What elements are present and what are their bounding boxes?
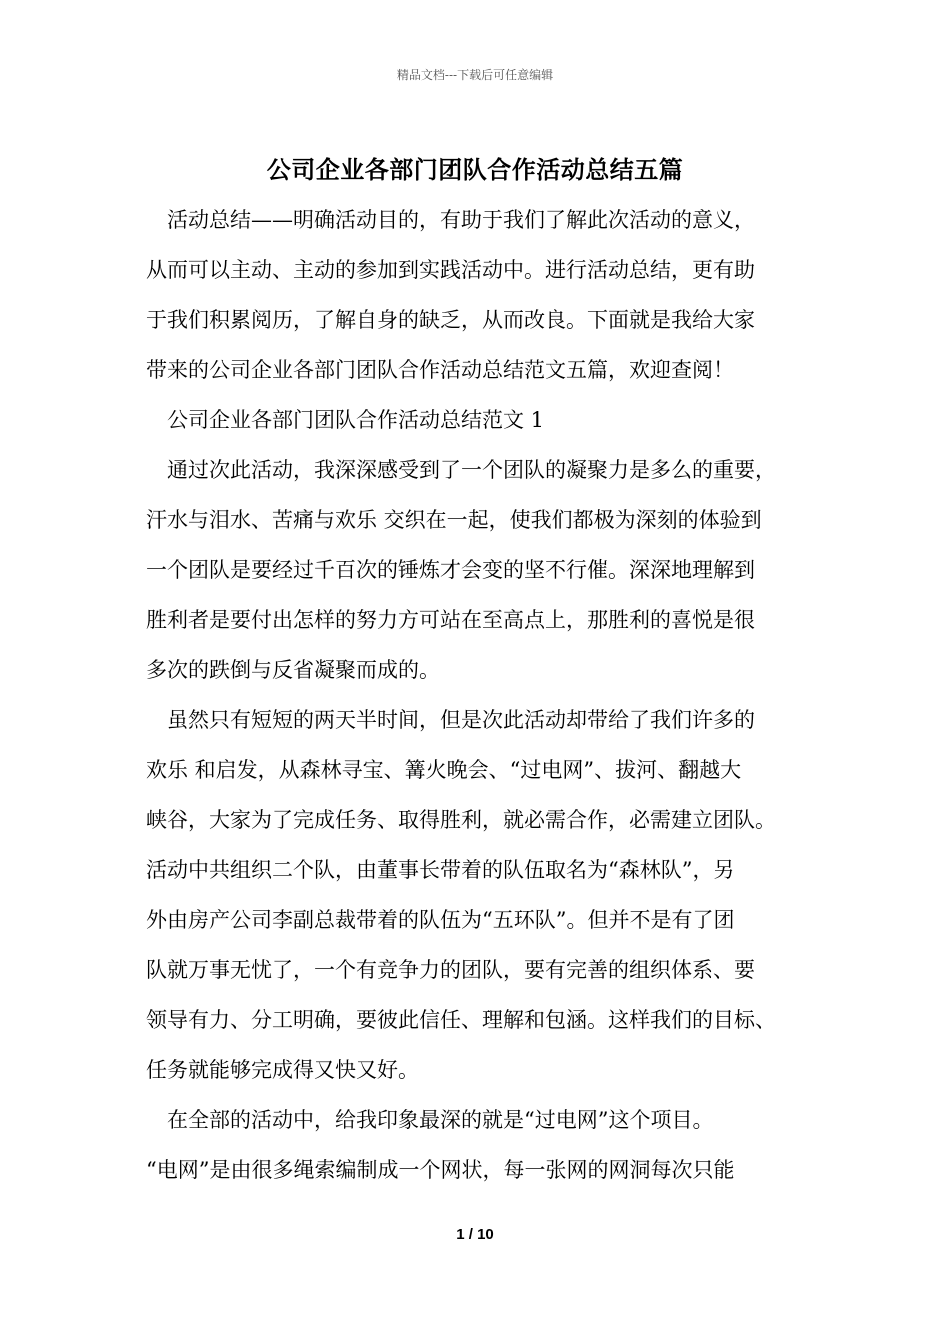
body-line: 多次的跌倒与反省凝聚而成的。 bbox=[146, 658, 440, 682]
body-line: “电网”是由很多绳索编制成一个网状，每一张网的网洞每次只能 bbox=[146, 1158, 735, 1182]
section-heading: 公司企业各部门团队合作活动总结范文 1 bbox=[167, 408, 545, 432]
header-note: 精品文档---下载后可任意编辑 bbox=[396, 68, 554, 82]
body-line: 通过次此活动，我深深感受到了一个团队的凝聚力是多么的重要， bbox=[167, 458, 776, 482]
body-line: 活动中共组织二个队，由董事长带着的队伍取名为“森林队”，另 bbox=[146, 858, 735, 882]
document-title: 公司企业各部门团队合作活动总结五篇 bbox=[266, 155, 684, 184]
body-line: 峡谷，大家为了完成任务、取得胜利，就必需合作，必需建立团队。 bbox=[146, 808, 776, 832]
body-line: 活动总结——明确活动目的，有助于我们了解此次活动的意义， bbox=[167, 208, 755, 232]
body-line: 于我们积累阅历，了解自身的缺乏，从而改良。下面就是我给大家 bbox=[146, 308, 755, 332]
page-number: 1 / 10 bbox=[456, 1226, 494, 1243]
body-line: 欢乐 和启发，从森林寻宝、篝火晚会、“过电网”、拔河、翻越大 bbox=[146, 758, 742, 782]
body-line: 一个团队是要经过千百次的锤炼才会变的坚不行催。深深地理解到 bbox=[146, 558, 755, 582]
body-line: 队就万事无忧了，一个有竞争力的团队，要有完善的组织体系、要 bbox=[146, 958, 755, 982]
body-line: 任务就能够完成得又快又好。 bbox=[146, 1058, 419, 1082]
document-body bbox=[146, 195, 826, 1195]
body-line: 胜利者是要付出怎样的努力方可站在至高点上，那胜利的喜悦是很 bbox=[146, 608, 755, 632]
body-line: 从而可以主动、主动的参加到实践活动中。进行活动总结，更有助 bbox=[146, 258, 755, 282]
body-line: 虽然只有短短的两天半时间，但是次此活动却带给了我们许多的 bbox=[167, 708, 755, 732]
body-line: 在全部的活动中，给我印象最深的就是“过电网”这个项目。 bbox=[167, 1108, 714, 1132]
body-line: 带来的公司企业各部门团队合作活动总结范文五篇，欢迎查阅！ bbox=[146, 358, 734, 382]
body-line: 领导有力、分工明确，要彼此信任、理解和包涵。这样我们的目标、 bbox=[146, 1008, 776, 1032]
body-line: 外由房产公司李副总裁带着的队伍为“五环队”。但并不是有了团 bbox=[146, 908, 735, 932]
body-line: 汗水与泪水、苦痛与欢乐 交织在一起，使我们都极为深刻的体验到 bbox=[146, 508, 762, 532]
